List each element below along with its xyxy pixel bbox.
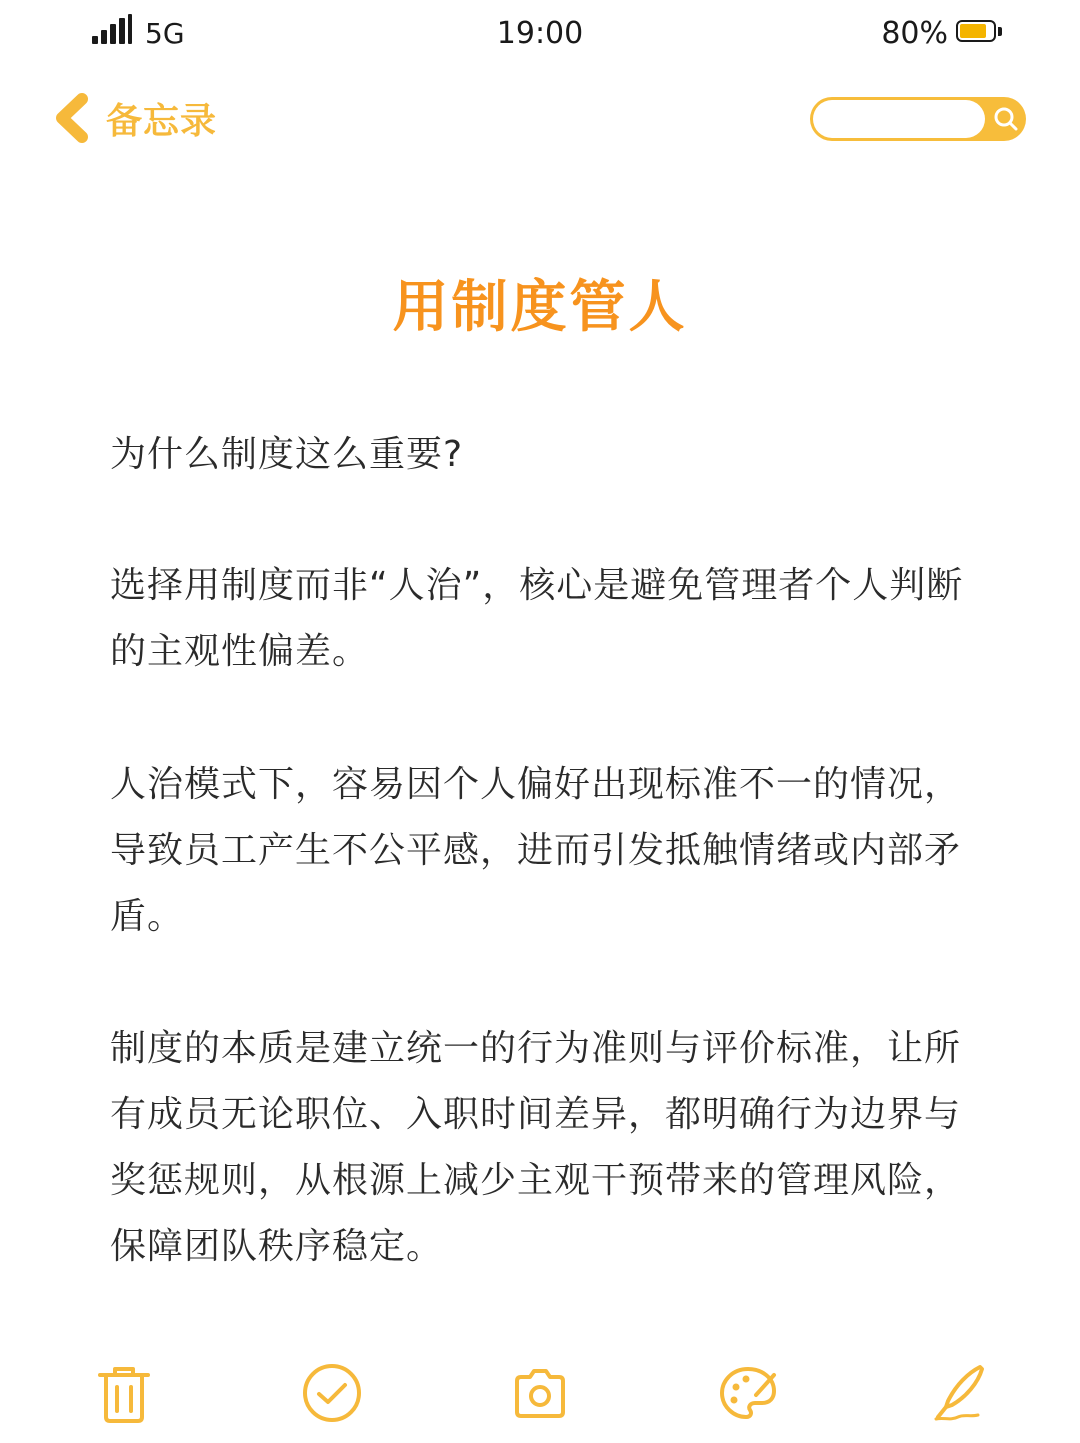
bottom-toolbar <box>0 1355 1080 1435</box>
network-type: 5G <box>145 17 185 50</box>
battery-level-fill <box>960 24 986 38</box>
note-paragraph: 制度的本质是建立统一的行为准则与评价标准，让所有成员无论职位、入职时间差异，都明确行为边界与奖惩规则，从根源上减少主观干预带来的管理风险，保障团队秩序稳定。 <box>110 1028 962 1267</box>
chevron-left-icon <box>52 93 102 143</box>
status-bar <box>0 0 1080 70</box>
camera-icon <box>502 1355 578 1431</box>
back-button[interactable] <box>52 90 217 146</box>
checkmark-circle-icon <box>294 1355 370 1431</box>
note-paragraph: 为什么制度这么重要? <box>110 434 464 475</box>
status-time: 19:00 <box>496 16 584 51</box>
note-title: 用制度管人 <box>392 275 688 340</box>
delete-button[interactable] <box>86 1355 162 1431</box>
camera-button[interactable] <box>502 1355 578 1431</box>
style-button[interactable] <box>710 1355 786 1431</box>
battery-percent: 80% <box>881 16 948 51</box>
note-paragraph: 人治模式下，容易因个人偏好出现标准不一的情况，导致员工产生不公平感，进而引发抵触情绪或内部矛盾。 <box>110 764 962 937</box>
search-icon[interactable] <box>990 103 1022 135</box>
handwriting-button[interactable] <box>922 1355 998 1431</box>
checklist-button[interactable] <box>294 1355 370 1431</box>
trash-icon <box>86 1355 162 1431</box>
back-label: 备忘录 <box>106 100 218 142</box>
note-paragraph: 选择用制度而非“人治”，核心是避免管理者个人判断的主观性偏差。 <box>110 565 964 672</box>
search-bar[interactable] <box>810 97 1026 141</box>
palette-icon <box>710 1355 786 1431</box>
pen-icon <box>922 1355 998 1431</box>
search-input[interactable] <box>813 100 985 138</box>
battery-icon <box>956 20 1002 44</box>
